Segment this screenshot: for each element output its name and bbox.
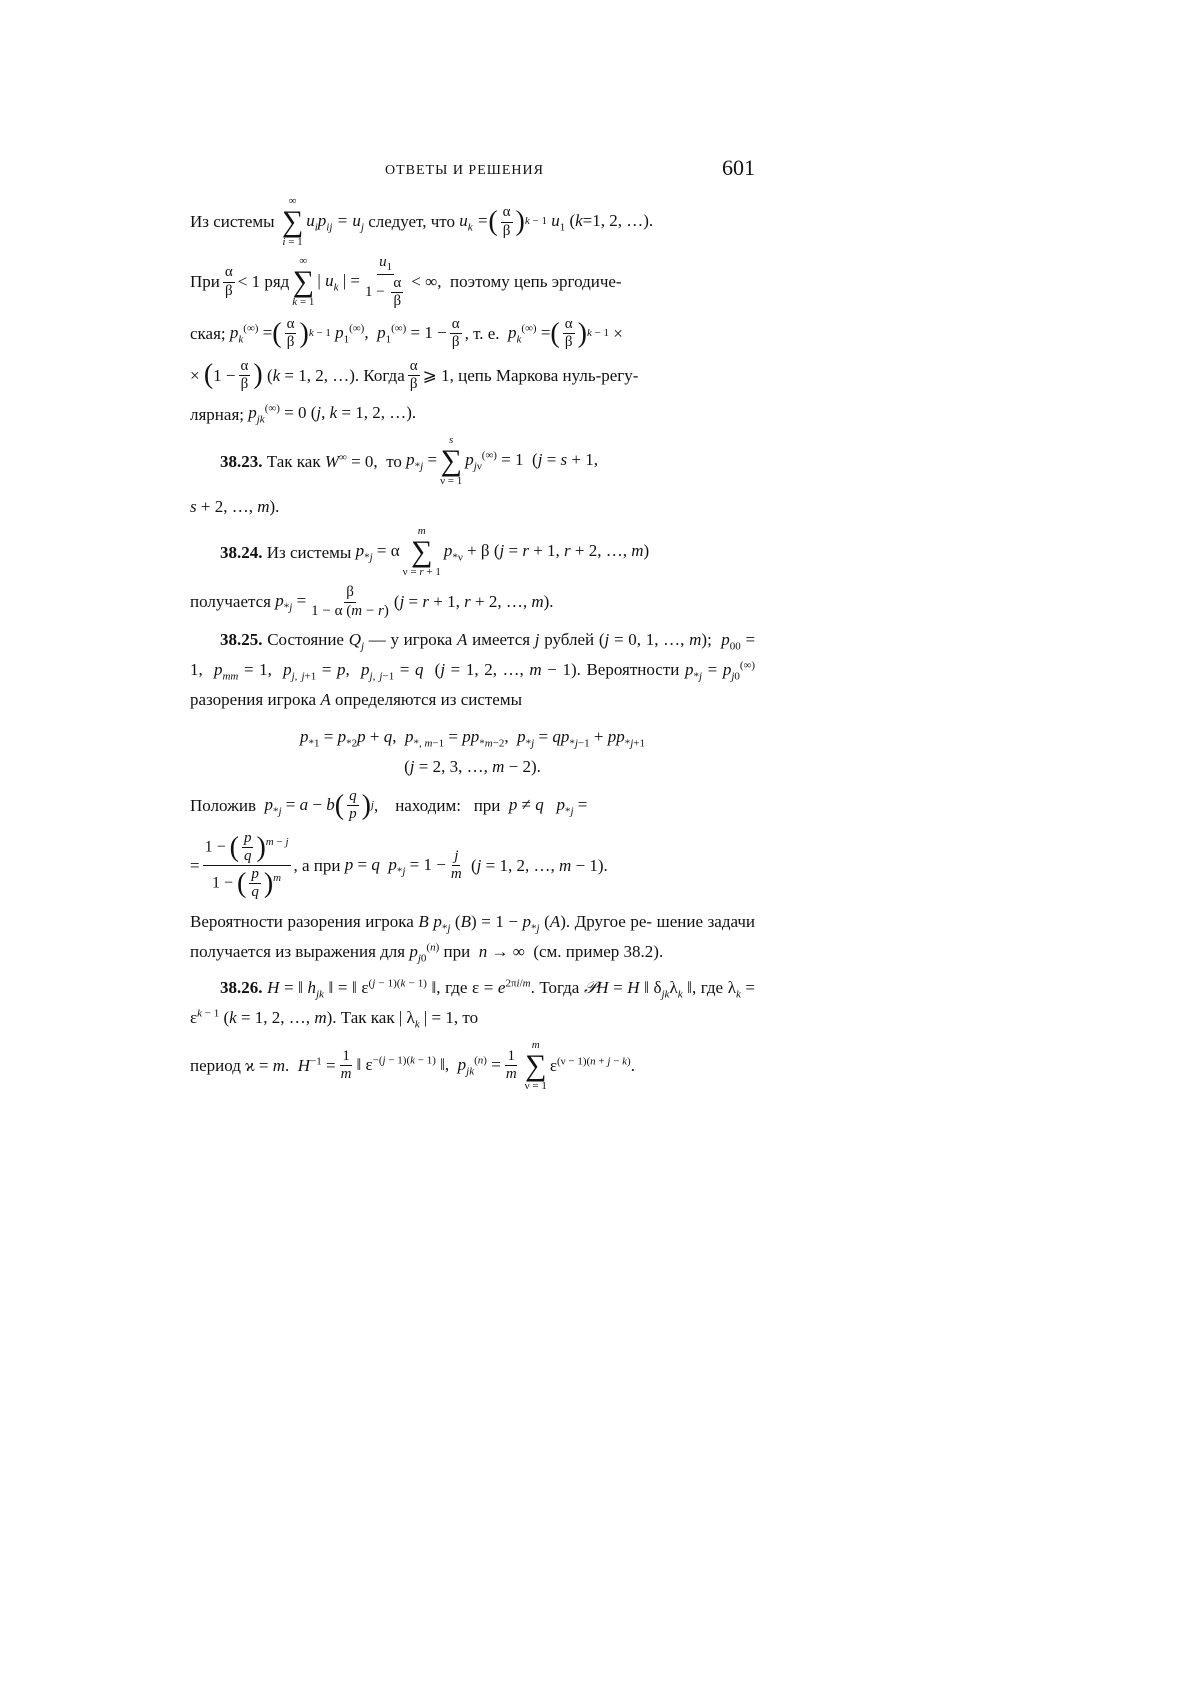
text-span: Вероятности [586,659,680,679]
text-line-4: × ( 1 − $\frac{\alpha}{\beta}$ ) (k = 1, 2, …). Когда $\frac{\alpha}{\beta}$ ⩾ 1, цепь Маркова нуль-регу- [190,357,639,392]
text-line-5: лярная; $p_{jk}^{(\infty)} = 0$ (j, k = 1, 2, …). [190,399,755,429]
text-span: имеется [472,629,531,649]
text-span: находим: [395,796,461,816]
problem-number: 38.24. [220,542,263,562]
problem-number: 38.23. [220,451,263,471]
text-span: Из системы [190,212,275,232]
problem-38-25: 38.25. Состояние $Q_j$ — у игрока A имеется j рублей (j = 0, 1, …, m); $p_{00} = 1$, $p_{mm} = 1$, $p_{j, j+1} = p$, $p_{j, j-1} = q$ (j = 1, 2, …, m − 1). Вероятности $p_{*j} = p_{j0}^{(\infty)}$ разорения игрока A определяются из системы [190,629,756,709]
text-span: Вероятности разорения игрока [190,911,414,931]
text-span: Положив [190,796,256,816]
running-title: ОТВЕТЫ И РЕШЕНИЯ [385,163,544,178]
text-span: . Другое ре- [565,911,653,931]
text-span: рублей [544,629,595,649]
text-line-13: Положив $p_{*j} = a - b$ ( $\frac{q}{p}$ ) j , находим: при p ≠ q $p_{*j}$ = [190,788,588,823]
problem-number: 38.26. [220,977,263,997]
text-span: Так как [266,451,321,471]
page-header [190,150,755,190]
text-span: шение задачи получается из выражения для [190,911,756,961]
text-span: Когда [363,365,405,385]
page-number: 601 [722,155,755,180]
text-span: , то [453,1007,479,1027]
sum-symbol: ∞ ∑ i = 1 [281,195,304,248]
text-span: получается [190,592,271,612]
text-span: , а при [293,855,341,875]
text-span: пример 38.2). [565,941,664,961]
text-span: ряд [264,272,290,292]
sum-symbol: m ∑ ν = r + 1 [402,525,441,579]
problem-number: 38.25. [220,629,263,649]
text-span: (см. [533,941,562,961]
problem-38-24: 38.24. Из системы $p_{*j} = \alpha$ m ∑ ν = r + 1 $p_{*\nu} + \beta$ (j = r + 1, r + 2, …, m) [220,525,650,579]
text-span: ская; [190,324,226,344]
text-span: при [473,796,501,816]
text-line-3: ская; $p_k^{(\infty)}$ = ( $\frac{\alpha}{\beta}$ ) k − 1 $p_1^{(\infty)}$, $p_1^{(\infty)} = 1$ − $\frac{\alpha}{\beta}$ , т. е. $p_k^{(\infty)}$ = ( $\frac{\alpha}{\beta}$ ) k − 1 × [190,316,623,351]
paragraph-38-25-end: Вероятности разорения игрока B $p_{*j}$ $(B) = 1 - p_{*j}$ (A). Другое ре- шение задачи получается из выражения для $p_{j0}^{(n)}$ при n → ∞ (см. пример 38.2). [190,911,756,964]
text-line-20: период ϰ = m. $H^{-1}$ = $\frac{1}{m}$ ‖ $\varepsilon^{-(j - 1)(k - 1)}$ ‖, $p_{jk}^{(n)}$ = $\frac{1}{m}$ m ∑ ν = 1 $\varepsilon^{(\nu - 1)(n + j - k)}$. [190,1038,635,1092]
text-span: поэтому цепь эргодиче- [450,272,622,292]
text-span: При [190,272,220,292]
text-span: при [443,941,471,961]
text-span: Состояние [267,629,344,649]
sum-symbol: s ∑ ν = 1 [440,434,463,488]
text-line-7: s + 2, …, m). [190,497,280,517]
text-span: у игрока [390,629,453,649]
text-span: , где [691,977,724,997]
problem-38-23: 38.23. Так как W∞ = 0, то $p_{*j}$ = s ∑ ν = 1 $p_{j\nu}^{(\infty)} = 1$ (j = s + 1, [220,434,599,488]
equation-system: $p_{*1} = p_{*2}p + q$, $p_{*, m-1} = pp_{*m-2}$, $p_{*j} = qp_{*j-1} + pp_{*j+1}$ (j = 2, 3, …, m − 2). [300,726,645,776]
text-span: . Так как [332,1007,395,1027]
text-span: разорения игрока [190,689,317,709]
text-line-14: = 1 − ( $\frac{p}{q}$ )$^{m - j}$ 1 − ( $\frac{p}{q}$ )$^m$ , а при p = q $p_{*j} = 1$ − $\frac{j}{m}$ (j = 1, 2, …, m − 1). [190,829,608,901]
text-span: Из системы [266,542,352,562]
text-span: , где [436,977,468,997]
text-span: то [386,451,402,471]
text-span: определяются из системы [334,689,523,709]
problem-38-26: 38.26. H = ‖ $h_{jk}$ ‖ = ‖ $\varepsilon^{(j - 1)(k - 1)}$ ‖, где $\varepsilon = e^{2\pi i/m}$. Тогда 𝒫H = H ‖ $\delta_{jk}\lambda_k$ ‖, где $\lambda_k = \varepsilon^{k - 1}$ (k = 1, 2, …, m). Так как | $\lambda_k$ | = 1, то [190,977,755,1031]
text-span: лярная; [190,404,244,424]
text-span: т. е. [473,324,500,344]
document-page [190,150,755,1098]
text-line-1: Из системы ∞ ∑ i = 1 $u_ip_{ij} = u_j$ следует, что $u_k$ = ( $\frac{\alpha}{\beta}$ ) k − 1 $u_1$ (k=1, 2, …). [190,195,654,248]
text-line-2: При $\frac{\alpha}{\beta}$ < 1 ряд ∞ ∑ k = 1 | $u_k$ | = $u_1$ 1 − $\frac{\alpha}{\beta}$ < ∞, поэтому цепь эргодиче- [190,254,622,309]
text-line-9: получается $p_{*j}$ = $\frac{\beta}{1 - \alpha (m - r)}$ (j = r + 1, r + 2, …, m). [190,584,554,619]
text-span: период [190,1056,241,1076]
text-span: . Тогда [530,977,580,997]
sum-symbol: m ∑ ν = 1 [524,1038,547,1092]
text-span: следует, что [368,212,455,232]
sum-symbol: ∞ ∑ k = 1 [292,255,315,309]
text-span: цепь Маркова нуль-регу- [458,365,639,385]
